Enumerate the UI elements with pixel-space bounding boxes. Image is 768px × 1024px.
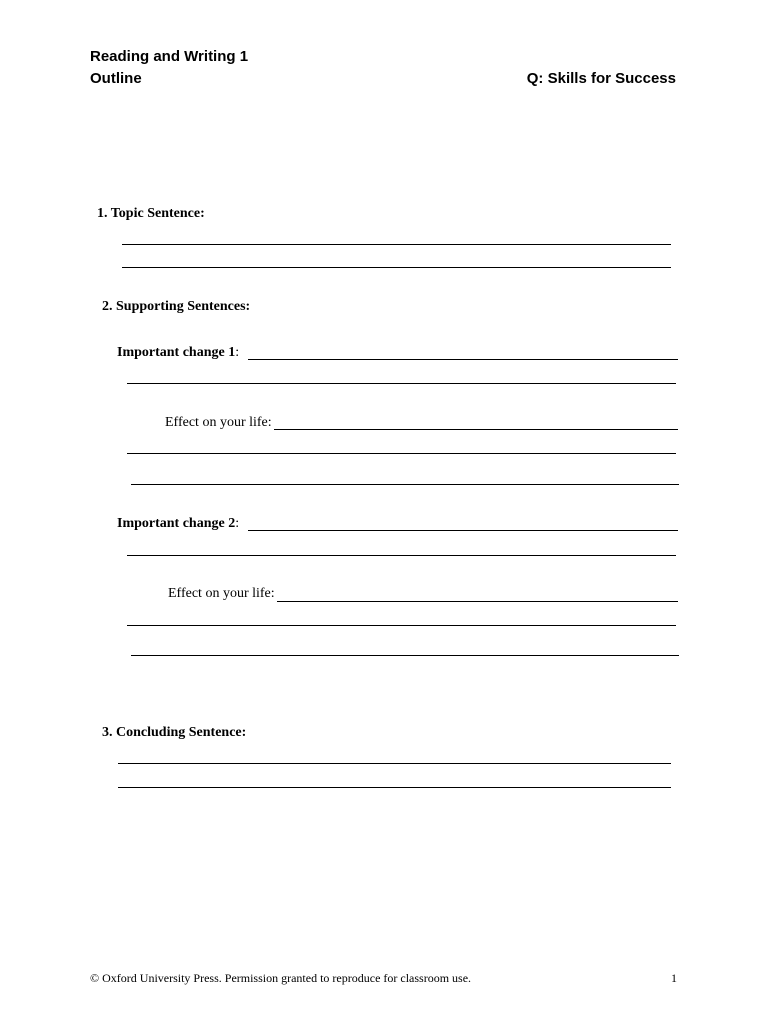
- effect-1-label: Effect on your life:: [165, 415, 272, 430]
- topic-sentence-line-2[interactable]: [122, 267, 671, 268]
- effect-2-line-3[interactable]: [131, 655, 679, 656]
- topic-sentence-label: 1. Topic Sentence:: [97, 206, 205, 221]
- concluding-sentence-line-1[interactable]: [118, 763, 671, 764]
- document-type: Outline: [90, 70, 142, 87]
- copyright-notice: © Oxford University Press. Permission granted to reproduce for classroom use.: [90, 971, 472, 985]
- effect-2-line-1[interactable]: [277, 601, 678, 602]
- concluding-sentence-line-2[interactable]: [118, 787, 671, 788]
- topic-sentence-line-1[interactable]: [122, 244, 671, 245]
- supporting-sentences-label: 2. Supporting Sentences:: [102, 299, 251, 314]
- effect-2-label: Effect on your life:: [168, 586, 275, 601]
- important-change-2-line-2[interactable]: [127, 555, 676, 556]
- page-number: 1: [671, 971, 677, 985]
- important-change-1-colon: :: [235, 345, 240, 360]
- important-change-1-line-1[interactable]: [248, 359, 678, 360]
- important-change-1-text: Important change 1: [117, 345, 236, 360]
- effect-1-line-2[interactable]: [127, 453, 676, 454]
- important-change-2-colon: :: [235, 516, 240, 531]
- concluding-sentence-label: 3. Concluding Sentence:: [102, 725, 247, 740]
- important-change-2-label: [117, 516, 239, 532]
- course-title: Reading and Writing 1: [90, 48, 249, 65]
- important-change-1-label: [117, 345, 239, 361]
- effect-2-line-2[interactable]: [127, 625, 676, 626]
- important-change-1-line-2[interactable]: [127, 383, 676, 384]
- effect-1-line-3[interactable]: [131, 484, 679, 485]
- important-change-2-text: Important change 2: [117, 516, 236, 531]
- series-title: Q: Skills for Success: [526, 70, 676, 87]
- effect-1-line-1[interactable]: [274, 429, 678, 430]
- important-change-2-line-1[interactable]: [248, 530, 678, 531]
